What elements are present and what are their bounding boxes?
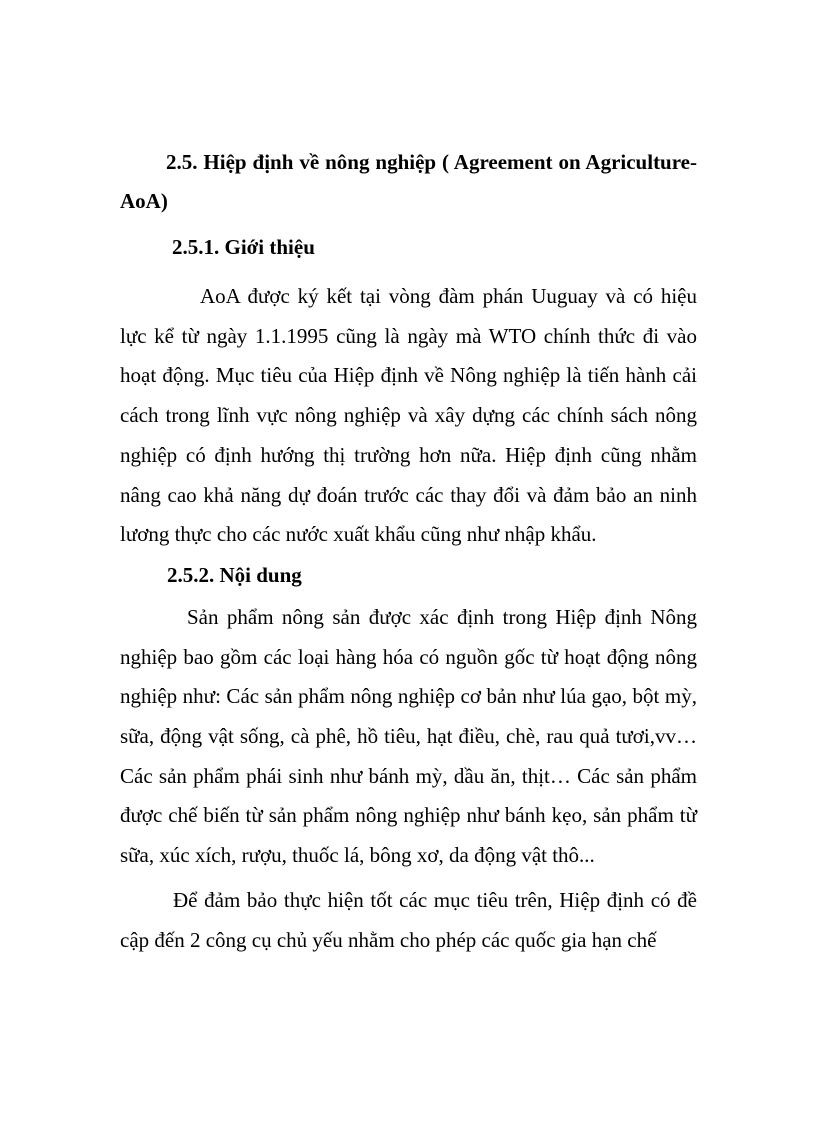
section-heading: 2.5. Hiệp định về nông nghiệp ( Agreement on Agriculture-AoA) [120, 150, 697, 213]
subsection-title-content: 2.5.2. Nội dung [167, 562, 302, 587]
content-paragraph-products: Sản phẩm nông sản được xác định trong Hiệp định Nông nghiệp bao gồm các loại hàng hóa có nguồn gốc từ hoạt động nông nghiệp như: Các sản phẩm nông nghiệp cơ bản như lúa gạo, bột mỳ, sữa, động vật sống, cà phê, hồ tiêu, hạt điều, chè, rau quả tươi,vv… Các sản phẩm phái sinh như bánh mỳ, dầu ăn, thịt… Các sản phẩm được chế biến từ sản phẩm nông nghiệp như bánh kẹo, sản phẩm từ sữa, xúc xích, rượu, thuốc lá, bông xơ, da động vật thô... [120, 604, 697, 868]
intro-paragraph: AoA được ký kết tại vòng đàm phán Uuguay và có hiệu lực kể từ ngày 1.1.1995 cũng là ngày mà WTO chính thức đi vào hoạt động. Mục tiêu của Hiệp định về Nông nghiệp là tiến hành cải cách trong lĩnh vực nông nghiệp và xây dựng các chính sách nông nghiệp có định hướng thị trường hơn nữa. Hiệp định cũng nhằm nâng cao khả năng dự đoán trước các thay đổi và đảm bảo an ninh lương thực cho các nước xuất khẩu cũng như nhập khẩu. [120, 284, 697, 547]
page-content [120, 143, 697, 960]
subsection-title-intro: 2.5.1. Giới thiệu [172, 235, 315, 259]
content-paragraph-tools: Để đảm bảo thực hiện tốt các mục tiêu trên, Hiệp định có đề cập đến 2 công cụ chủ yếu nhằm cho phép các quốc gia hạn chế [120, 887, 697, 952]
